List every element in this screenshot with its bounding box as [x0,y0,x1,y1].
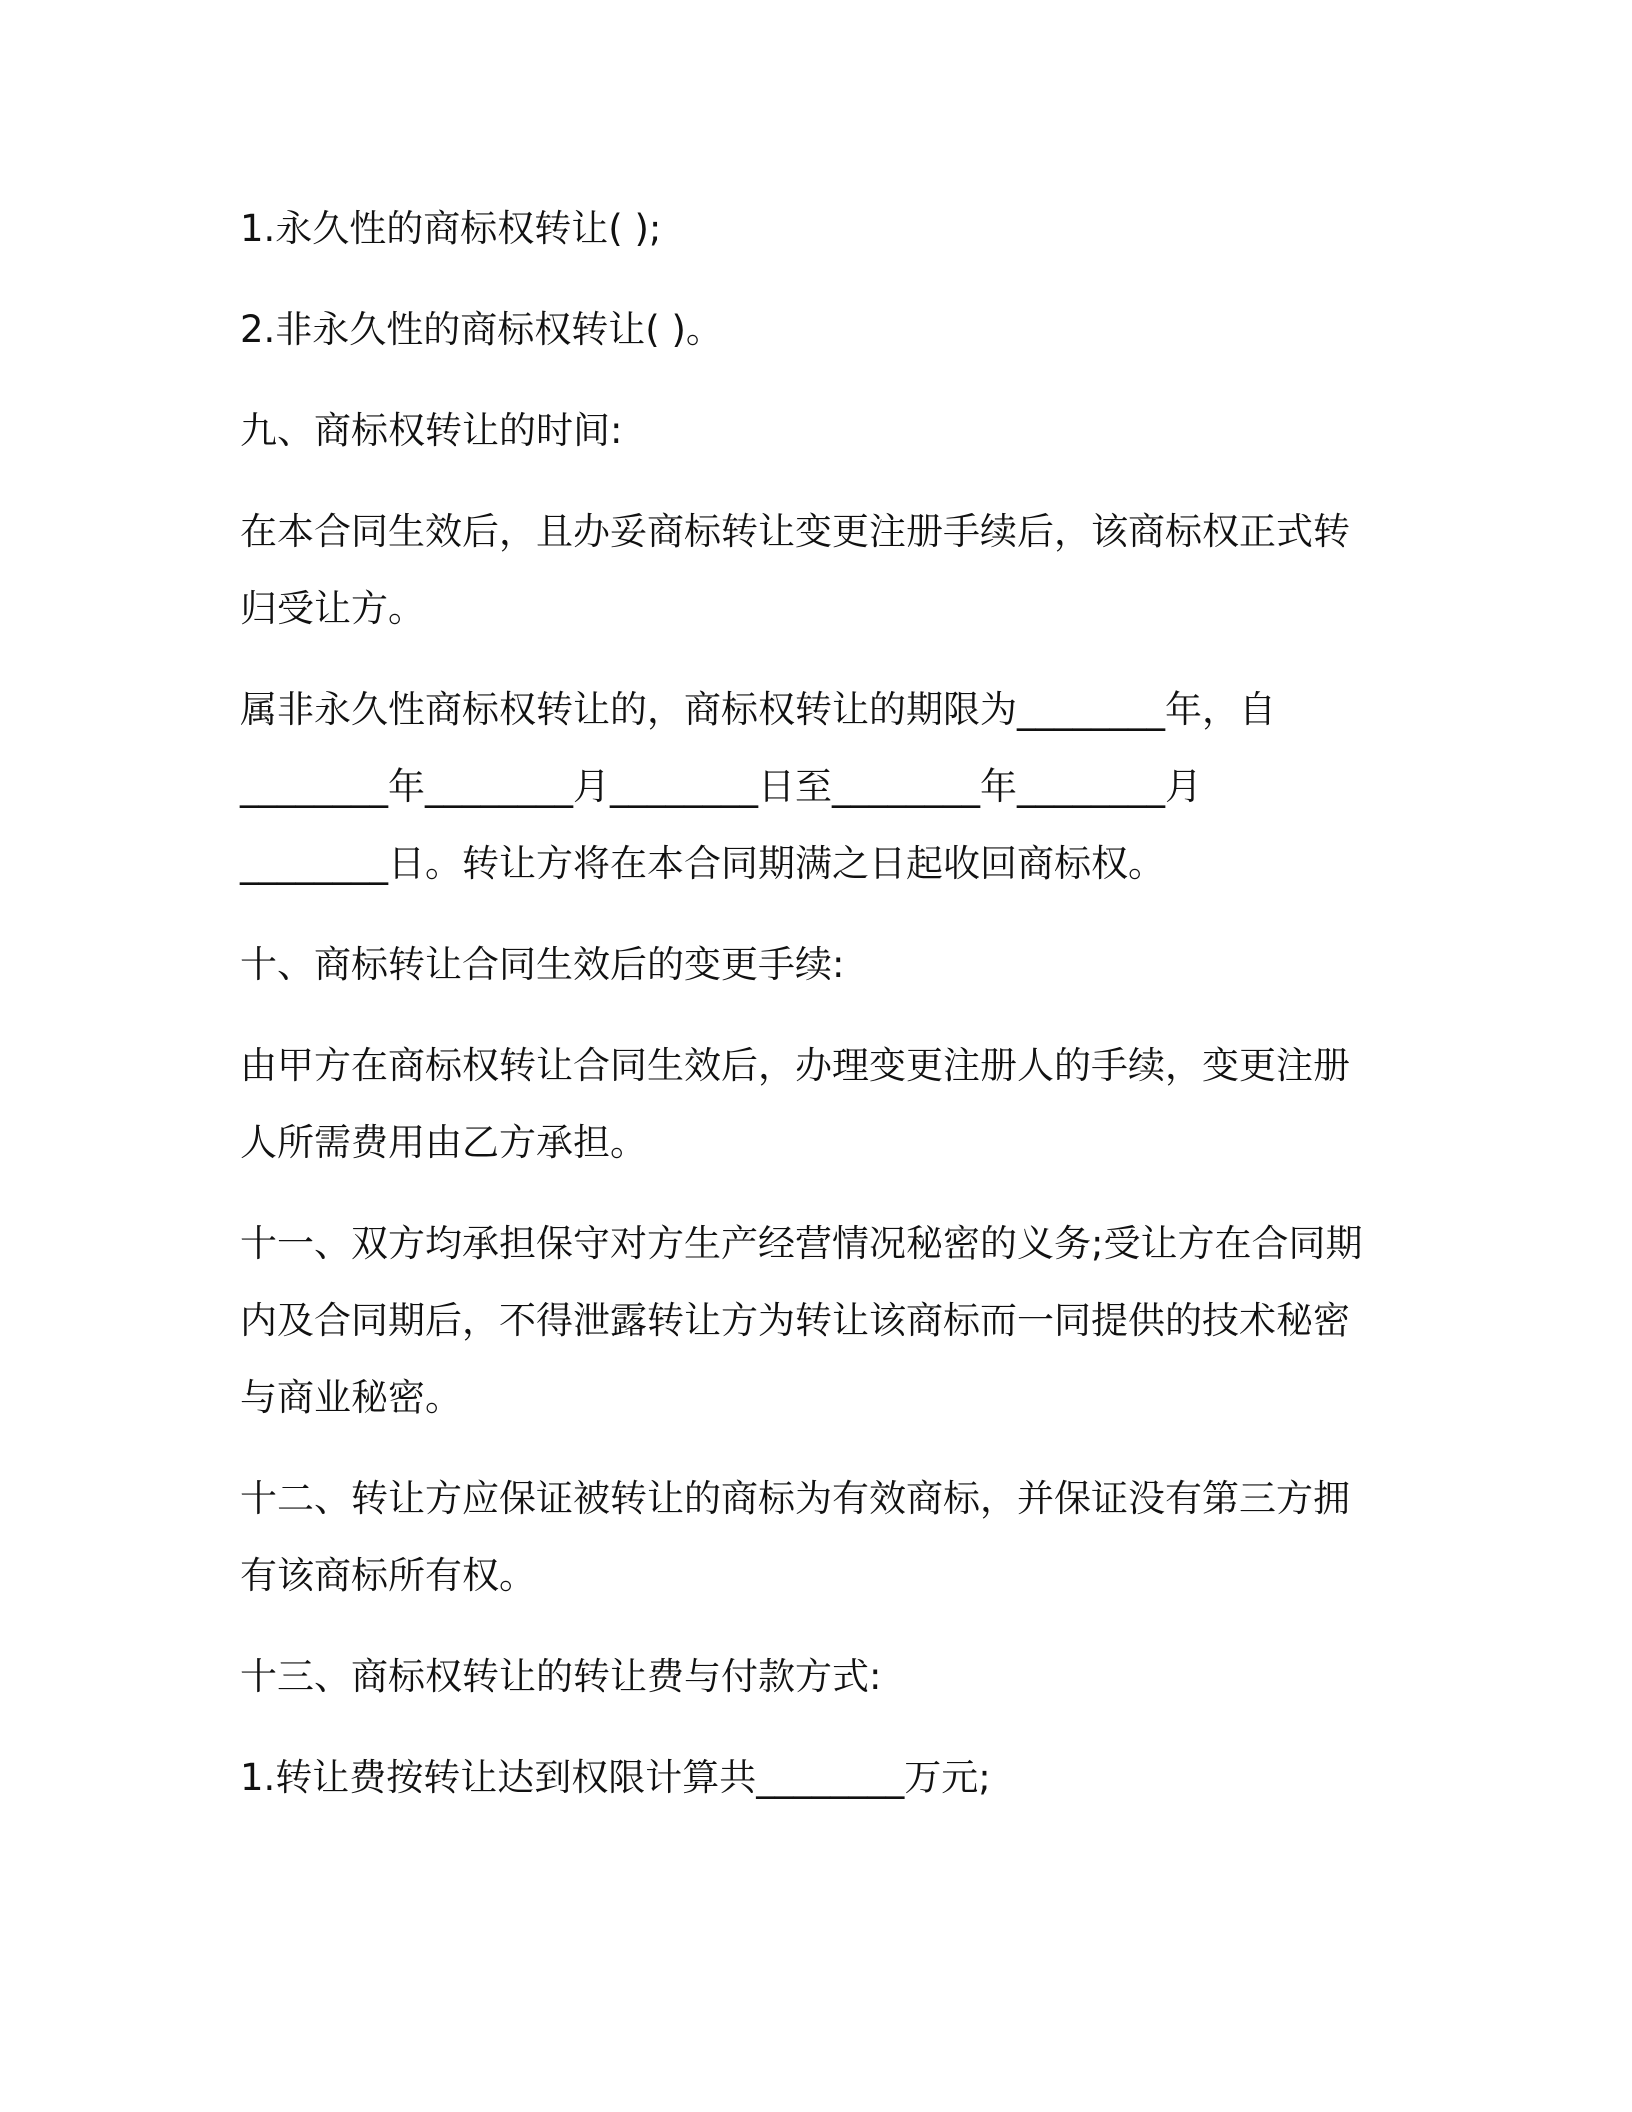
clause-non-permanent-transfer [240,291,1380,368]
section-heading-13 [240,1638,1380,1715]
document-page [240,190,1380,1840]
section-heading-11 [240,1205,1380,1436]
text-line: 由甲方在商标权转让合同生效后，办理变更注册人的手续，变更注册 [240,1044,1350,1087]
text-line: 1.永久性的商标权转让( ); [240,207,662,250]
text-line: 十三、商标权转让的转让费与付款方式: [240,1655,882,1698]
text-line: 九、商标权转让的时间: [240,409,623,452]
section-heading-10 [240,926,1380,1003]
text-line: 人所需费用由乙方承担。 [240,1121,647,1164]
section-heading-9 [240,392,1380,469]
clause-transfer-period [240,671,1380,902]
text-line: 十、商标转让合同生效后的变更手续: [240,943,845,986]
clause-transfer-time [240,493,1380,647]
text-line: 十二、转让方应保证被转让的商标为有效商标，并保证没有第三方拥 [240,1477,1350,1520]
text-line: 与商业秘密。 [240,1376,462,1419]
clause-transfer-fee [240,1739,1380,1816]
text-line: 十一、双方均承担保守对方生产经营情况秘密的义务;受让方在合同期 [240,1222,1363,1265]
text-line: 归受让方。 [240,587,425,630]
text-line: 属非永久性商标权转让的，商标权转让的期限为________年，自 [240,688,1276,731]
clause-permanent-transfer [240,190,1380,267]
section-heading-12 [240,1460,1380,1614]
text-line: 有该商标所有权。 [240,1554,536,1597]
text-line: 在本合同生效后，且办妥商标转让变更注册手续后，该商标权正式转 [240,510,1350,553]
text-line: ________年________月________日至________年________月 [240,765,1202,808]
text-line: 内及合同期后，不得泄露转让方为转让该商标而一同提供的技术秘密 [240,1299,1350,1342]
text-line: ________日。转让方将在本合同期满之日起收回商标权。 [240,842,1165,885]
text-line: 2.非永久性的商标权转让( )。 [240,308,723,351]
clause-change-procedure [240,1027,1380,1181]
text-line: 1.转让费按转让达到权限计算共________万元; [240,1756,991,1799]
